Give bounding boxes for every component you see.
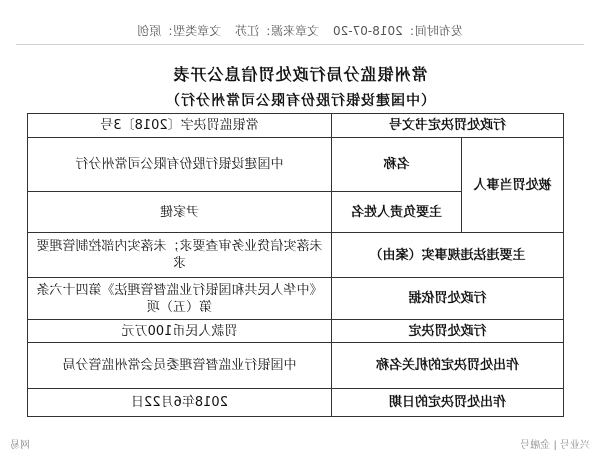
- table-row: [27, 278, 563, 320]
- footer-source: 兴业号 | 金融号: [520, 440, 590, 451]
- table-row: [27, 343, 563, 389]
- article-meta: [0, 22, 600, 39]
- person-label: 主要负责人姓名: [331, 192, 461, 233]
- facts-label: 主要违法违规事实（案由）: [331, 233, 563, 278]
- decision-label: 行政处罚决定: [331, 320, 563, 343]
- footer: [0, 432, 600, 453]
- basis-value: 《中华人民共和国银行业监督管理法》第四十六条第（五）项: [27, 278, 331, 320]
- doc-number-value: 常银监罚决字〔2018〕3号: [27, 114, 331, 138]
- document-subtitle: （中国建设银行股份有限公司常州分行）: [165, 93, 435, 109]
- table-row: [27, 389, 563, 417]
- table-row: [27, 114, 563, 138]
- facts-value: 未落实信贷业务审查要求；未落实内部控制管理要求: [27, 233, 331, 278]
- basis-label: 行政处罚依据: [331, 278, 563, 320]
- name-value: 中国建设银行股份有限公司常州分行: [27, 138, 331, 192]
- date-value: 2018年6月22日: [27, 389, 331, 417]
- footer-watermark: 网易: [10, 440, 30, 451]
- authority-label: 作出处罚决定的机关名称: [331, 343, 563, 389]
- document-title: 常州银监分局行政处罚信息公开表: [172, 65, 428, 84]
- person-value: 尹家健: [27, 192, 331, 233]
- authority-value: 中国银行业监督管理委员会常州监管分局: [27, 343, 331, 389]
- doc-number-label: 行政处罚决定书文号: [331, 114, 563, 138]
- name-label: 名称: [331, 138, 461, 192]
- penalty-info-table: [27, 113, 564, 417]
- table-row: [27, 233, 563, 278]
- party-label: 被处罚当事人: [462, 138, 564, 233]
- date-label: 作出处罚决定的日期: [331, 389, 563, 417]
- publish-time: 发布时间：2018-07-20: [332, 24, 463, 38]
- decision-value: 罚款人民币100万元: [27, 320, 331, 343]
- article-source: 文章来源：江苏: [235, 24, 320, 38]
- article-type: 文章类型：原创: [137, 24, 222, 38]
- table-row: [27, 138, 563, 192]
- table-row: [27, 320, 563, 343]
- divider: [16, 44, 584, 45]
